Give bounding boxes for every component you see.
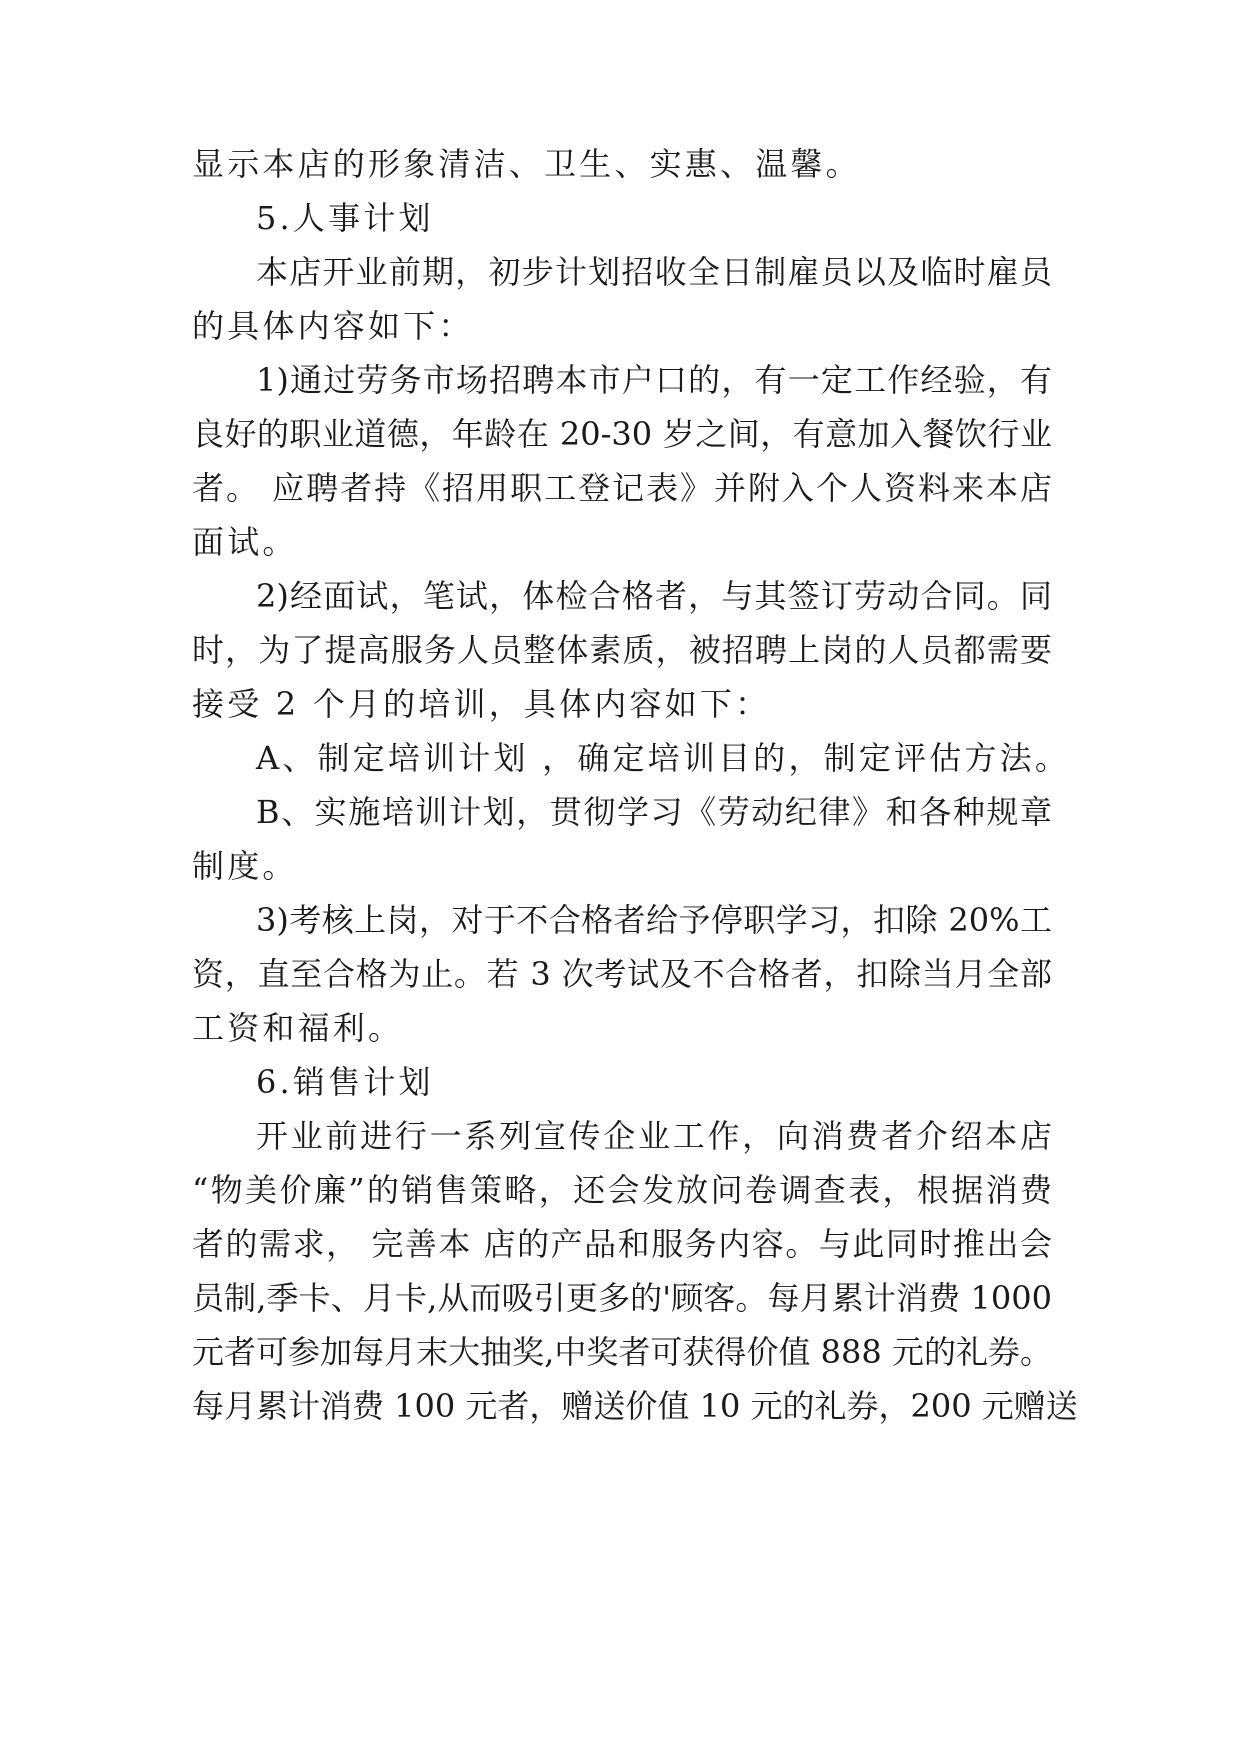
text-line: 者的需求， 完善本 店的产品和服务内容。与此同时推出会 xyxy=(192,1225,1052,1263)
text-line: 资，直至合格为止。若 3 次考试及不合格者，扣除当月全部 xyxy=(192,955,1052,993)
text-line: 2)经面试，笔试，体检合格者，与其签订劳动合同。同 xyxy=(256,577,1052,615)
text-line: 元者可参加每月末大抽奖,中奖者可获得价值 888 元的礼券。 xyxy=(192,1333,1052,1371)
text-line: 者。 应聘者持《招用职工登记表》并附入个人资料来本店 xyxy=(192,469,1052,507)
section-heading: 6.销售计划 xyxy=(256,1063,434,1101)
text-line: A、制定培训计划 ，确定培训目的，制定评估方法。 xyxy=(256,739,1071,777)
section-heading: 5.人事计划 xyxy=(256,199,434,237)
text-line: 1)通过劳务市场招聘本市户口的，有一定工作经验，有 xyxy=(256,361,1052,399)
text-line: 接受 2 个月的培训，具体内容如下： xyxy=(192,685,771,723)
text-line: “物美价廉”的销售策略，还会发放问卷调查表，根据消费 xyxy=(192,1171,1052,1209)
text-line: 的具体内容如下： xyxy=(192,307,474,345)
text-line: 每月累计消费 100 元者，赠送价值 10 元的礼券，200 元赠送 xyxy=(192,1387,1078,1425)
text-line: 3)考核上岗，对于不合格者给予停职学习，扣除 20%工 xyxy=(256,901,1052,939)
text-line: 工资和福利。 xyxy=(192,1009,404,1047)
text-line: 员制,季卡、月卡,从而吸引更多的'顾客。每月累计消费 1000 xyxy=(192,1279,1052,1317)
text-line: 面试。 xyxy=(192,523,298,561)
text-line: 良好的职业道德，年龄在 20-30 岁之间，有意加入餐饮行业 xyxy=(192,415,1052,453)
text-line: 制度。 xyxy=(192,847,298,885)
text-line: B、实施培训计划，贯彻学习《劳动纪律》和各种规章 xyxy=(256,793,1052,831)
text-line: 开业前进行一系列宣传企业工作，向消费者介绍本店 xyxy=(256,1117,1052,1155)
text-line: 显示本店的形象清洁、卫生、实惠、温馨。 xyxy=(192,145,861,183)
text-line: 时，为了提高服务人员整体素质，被招聘上岗的人员都需要 xyxy=(192,631,1052,669)
text-line: 本店开业前期，初步计划招收全日制雇员以及临时雇员 xyxy=(256,253,1052,291)
